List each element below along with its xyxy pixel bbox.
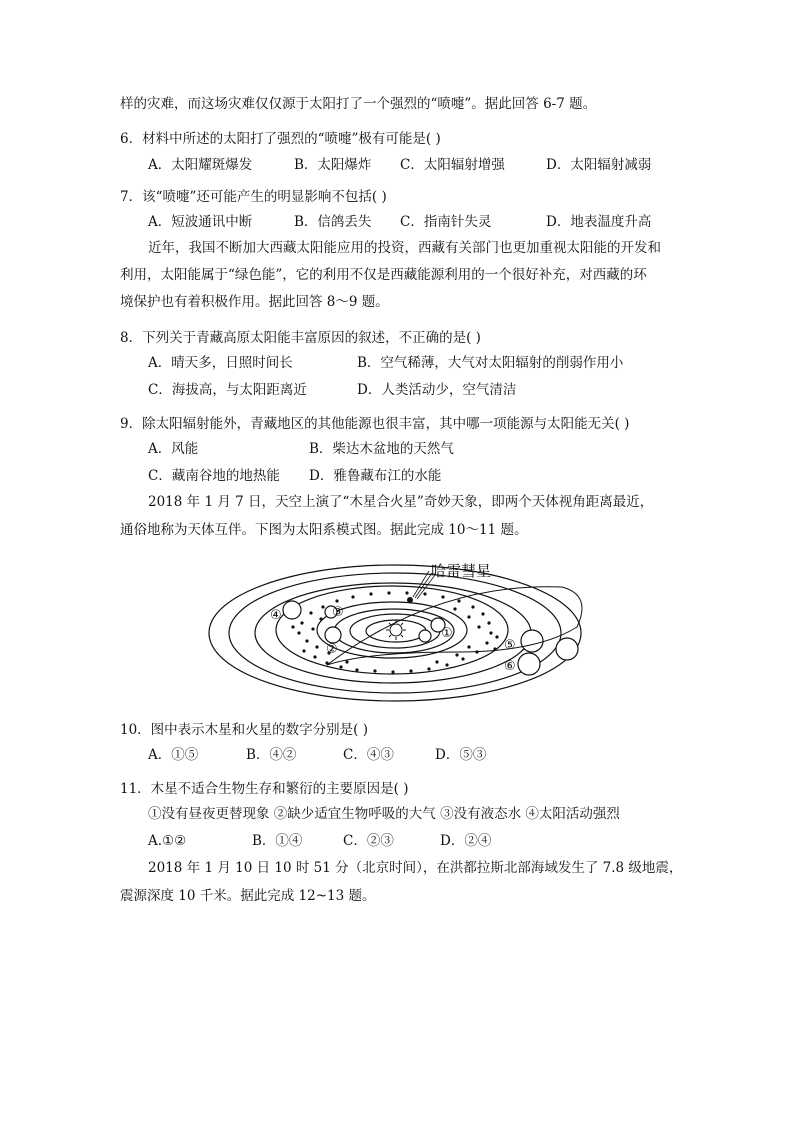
planet-earth bbox=[325, 627, 341, 643]
q8-option-a[interactable]: A．晴天多，日照时间长 bbox=[148, 355, 293, 371]
halley-comet bbox=[407, 597, 413, 603]
q11-option-d[interactable]: D．②④ bbox=[440, 833, 492, 849]
question-10-stem: 10．图中表示木星和火星的数字分别是( ) bbox=[120, 722, 369, 738]
q10-option-a[interactable]: A．①⑤ bbox=[148, 747, 199, 763]
question-8-stem: 8．下列关于青藏高原太阳能丰富原因的叙述，不正确的是( ) bbox=[120, 330, 481, 346]
question-9-stem: 9．除太阳辐射能外，青藏地区的其他能源也很丰富，其中哪一项能源与太阳能无关( ) bbox=[120, 416, 630, 432]
passage-8-9-line-3: 境保护也有着积极作用。据此回答 8～9 题。 bbox=[120, 294, 389, 310]
q8-option-d[interactable]: D．人类活动少，空气清洁 bbox=[357, 382, 517, 398]
q11-option-a[interactable]: A.①② bbox=[148, 833, 187, 849]
passage-8-9-line-2: 利用，太阳能属于“绿色能”，它的利用不仅是西藏能源利用的一个很好补充，对西藏的环 bbox=[120, 267, 647, 283]
q6-option-c[interactable]: C．太阳辐射增强 bbox=[400, 157, 505, 173]
q8-option-b[interactable]: B．空气稀薄，大气对太阳辐射的削弱作用小 bbox=[357, 355, 624, 371]
q11-option-c[interactable]: C．②③ bbox=[343, 833, 394, 849]
orbit-outer-1 bbox=[229, 573, 561, 693]
comet-label: 哈雷彗星 bbox=[431, 562, 492, 580]
q6-option-a[interactable]: A．太阳耀斑爆发 bbox=[148, 157, 253, 173]
q6-option-d[interactable]: D．太阳辐射减弱 bbox=[546, 157, 652, 173]
planet-uranus bbox=[518, 653, 540, 675]
passage-10-11-line-1: 2018 年 1 月 7 日，天空上演了“木星合火星”奇妙天象，即两个天体视角距离最近， bbox=[148, 494, 654, 510]
q11-option-b[interactable]: B．①④ bbox=[252, 833, 303, 849]
q9-option-a[interactable]: A．风能 bbox=[148, 441, 199, 457]
intro-line: 样的灾难，而这场灾难仅仅源于太阳打了一个强烈的“喷嚏”。据此回答 6-7 题。 bbox=[120, 96, 597, 112]
q6-option-b[interactable]: B．太阳爆炸 bbox=[294, 157, 372, 173]
q9-option-c[interactable]: C．藏南谷地的地热能 bbox=[148, 468, 280, 484]
q8-option-c[interactable]: C．海拔高，与太阳距离近 bbox=[148, 382, 307, 398]
q10-option-c[interactable]: C．④③ bbox=[343, 747, 394, 763]
marker-5: ⑤ bbox=[504, 638, 516, 653]
q7-option-d[interactable]: D．地表温度升高 bbox=[546, 214, 652, 230]
marker-2: ② bbox=[326, 642, 338, 657]
q7-option-b[interactable]: B．信鸽丢失 bbox=[294, 214, 372, 230]
q7-option-c[interactable]: C．指南针失灵 bbox=[400, 214, 492, 230]
passage-12-13-line-1: 2018 年 1 月 10 日 10 时 51 分（北京时间），在洪都拉斯北部海域发生了 7.8 级地震， bbox=[148, 860, 683, 876]
q9-option-d[interactable]: D．雅鲁藏布江的水能 bbox=[309, 468, 442, 484]
marker-1: ① bbox=[441, 626, 453, 641]
q10-option-d[interactable]: D．⑤③ bbox=[435, 747, 487, 763]
q7-option-a[interactable]: A．短波通讯中断 bbox=[148, 214, 253, 230]
question-11-stem: 11．木星不适合生物生存和繁衍的主要原因是( ) bbox=[120, 781, 409, 797]
passage-8-9-line-1: 近年，我国不断加大西藏太阳能应用的投资，西藏有关部门也更加重视太阳能的开发和 bbox=[148, 240, 661, 256]
marker-6: ⑥ bbox=[504, 659, 516, 674]
sun-icon bbox=[386, 620, 406, 640]
marker-3: ③ bbox=[332, 605, 344, 620]
marker-4: ④ bbox=[270, 608, 282, 623]
solar-system-svg bbox=[207, 557, 591, 705]
question-11-reasons: ①没有昼夜更替现象 ②缺少适宜生物呼吸的大气 ③没有液态水 ④太阳活动强烈 bbox=[148, 806, 620, 822]
orbit-jupiter bbox=[276, 586, 508, 674]
planet-neptune bbox=[556, 638, 578, 660]
planet-jupiter bbox=[283, 601, 301, 619]
passage-12-13-line-2: 震源深度 10 千米。据此完成 12~13 题。 bbox=[120, 888, 376, 904]
planet-saturn bbox=[521, 630, 543, 652]
q9-option-b[interactable]: B．柴达木盆地的天然气 bbox=[309, 441, 454, 457]
passage-10-11-line-2: 通俗地称为天体互伴。下图为太阳系模式图。据此完成 10～11 题。 bbox=[120, 522, 528, 538]
q10-option-b[interactable]: B．④② bbox=[246, 747, 297, 763]
asteroid-belt bbox=[291, 591, 498, 673]
solar-system-diagram bbox=[207, 557, 591, 705]
question-7-stem: 7．该“喷嚏”还可能产生的明显影响不包括( ) bbox=[120, 189, 387, 205]
question-6-stem: 6．材料中所述的太阳打了强烈的“喷嚏”极有可能是( ) bbox=[120, 131, 441, 147]
halley-comet-orbit bbox=[327, 587, 582, 665]
planet-mercury bbox=[419, 630, 431, 642]
